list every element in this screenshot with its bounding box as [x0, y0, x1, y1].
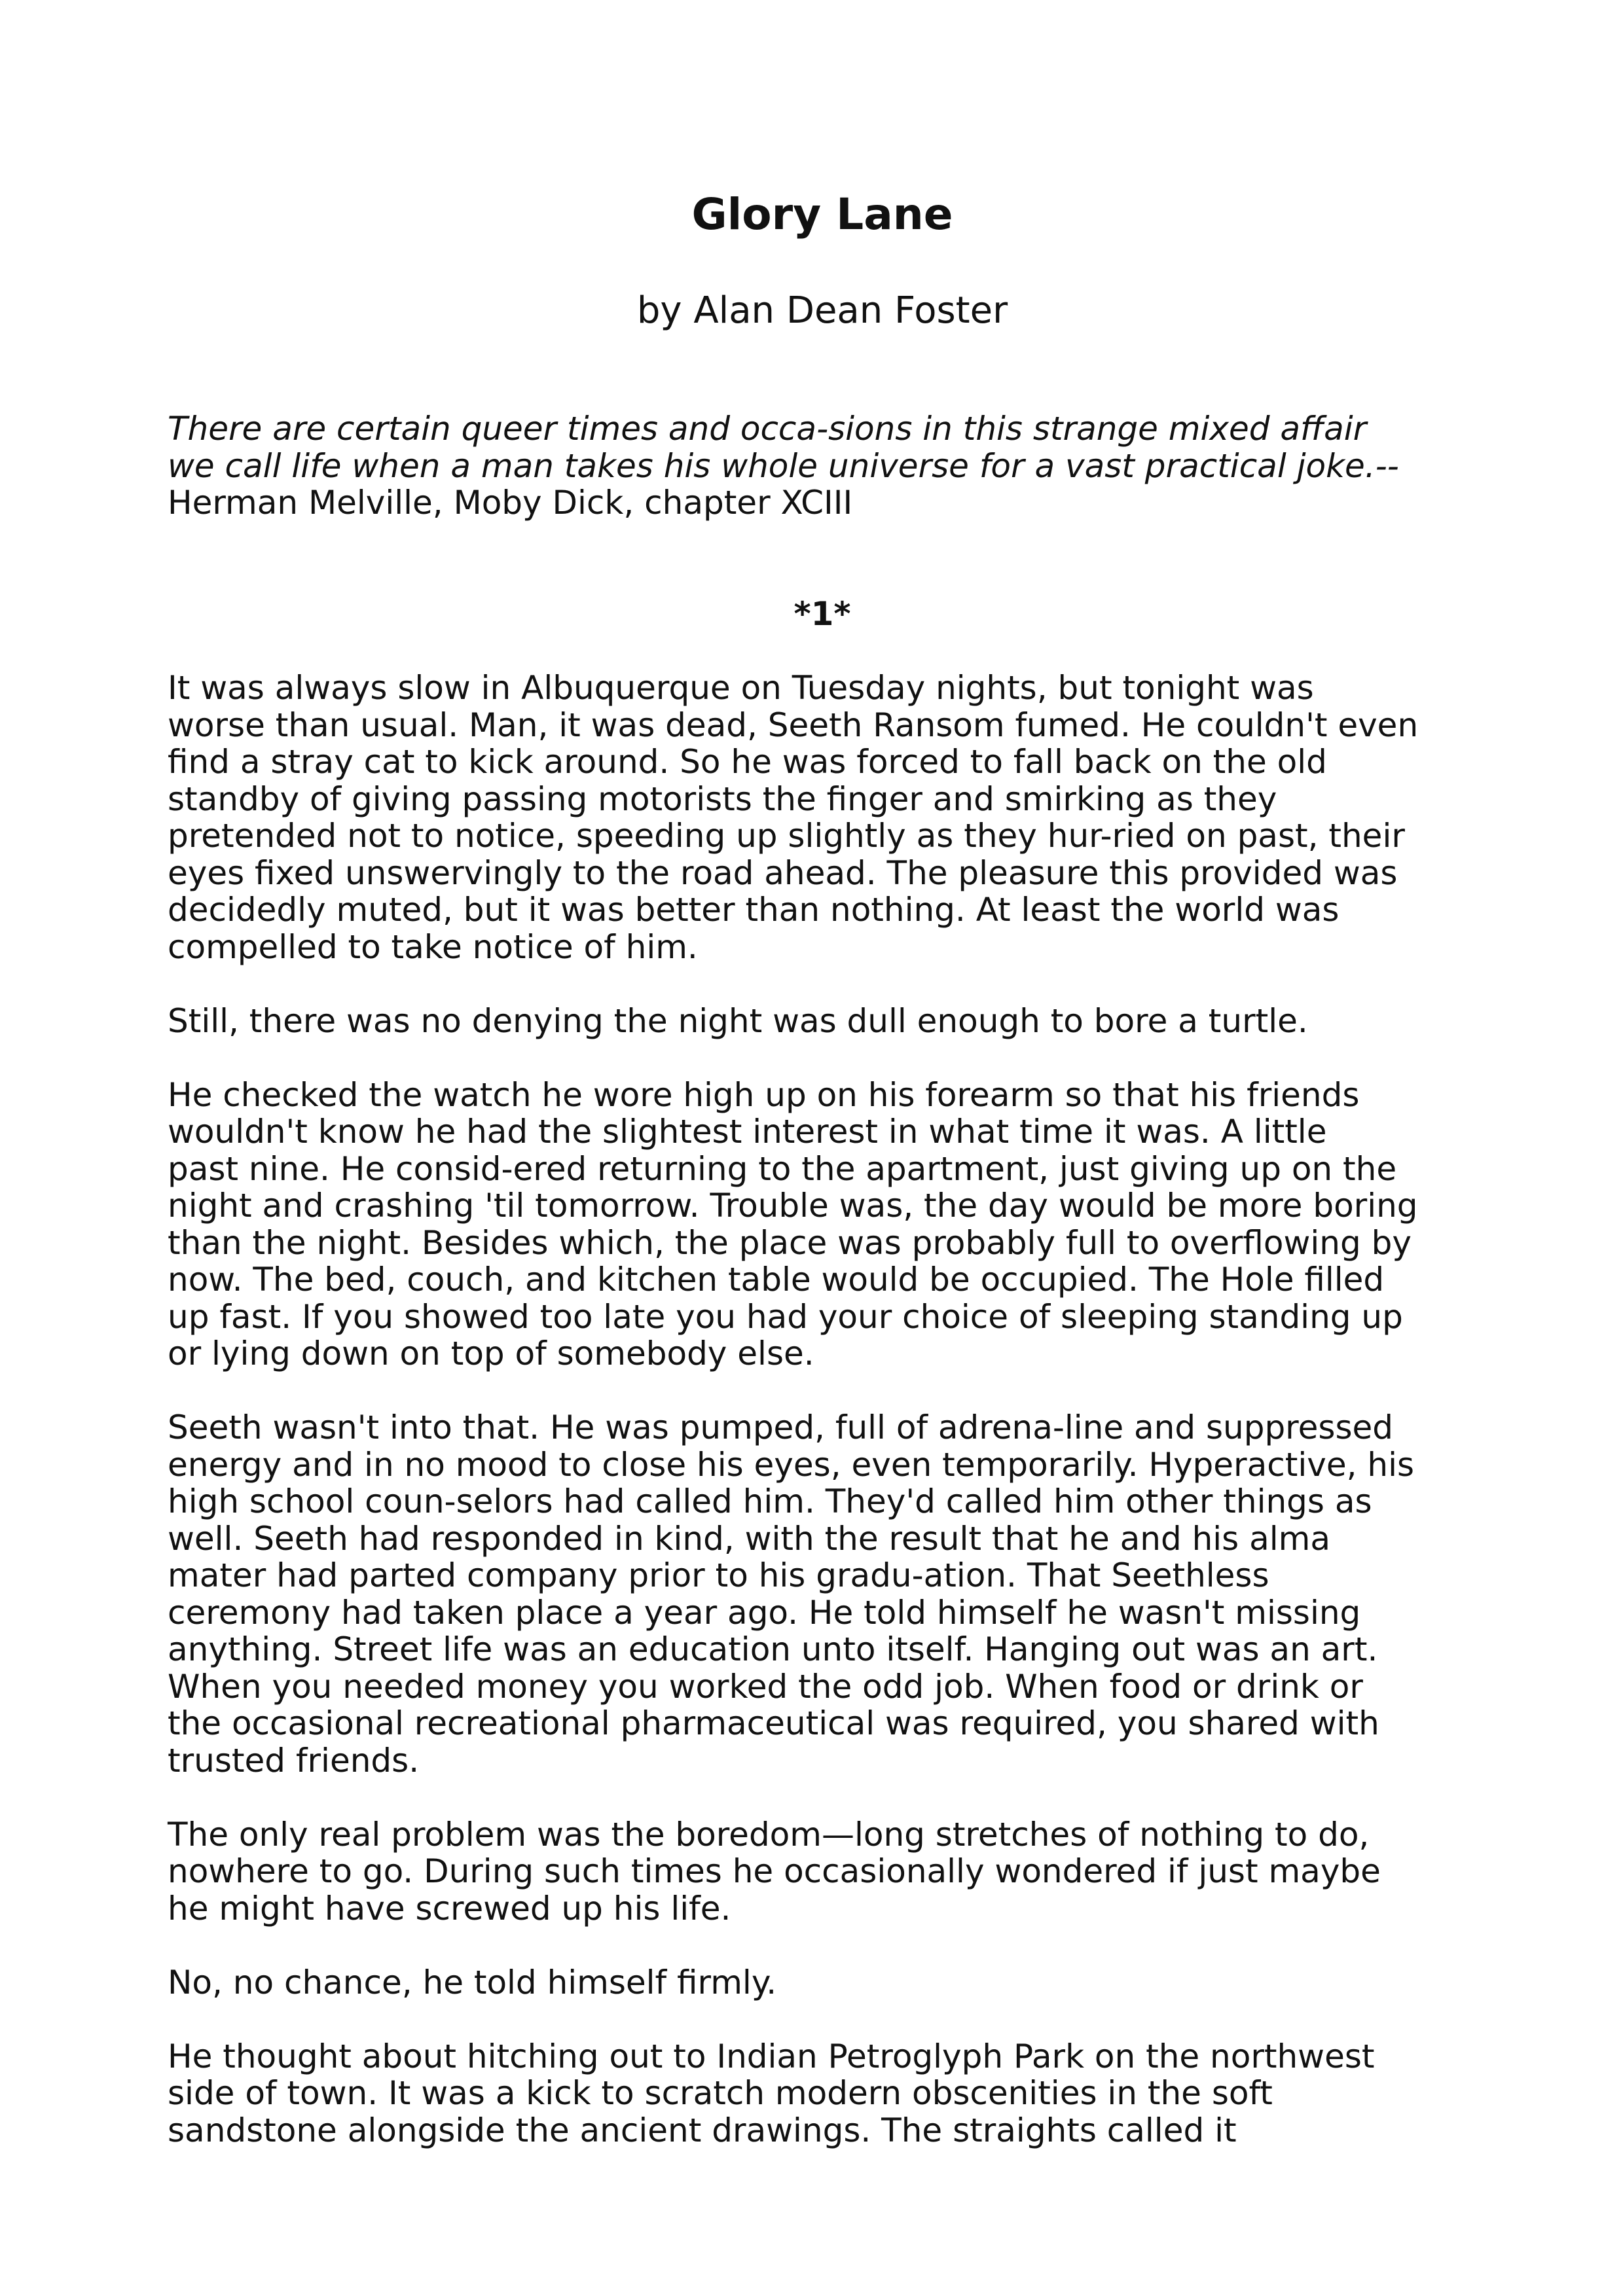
paragraph-line: It was always slow in Albuquerque on Tuesday nights, but tonight was	[168, 669, 1314, 707]
paragraph-line: compelled to take notice of him.	[168, 927, 698, 966]
epigraph	[168, 410, 1477, 522]
book-author: by Alan Dean Foster	[636, 289, 1008, 332]
paragraph-line: ceremony had taken place a year ago. He told himself he wasn't missing	[168, 1593, 1361, 1632]
paragraph-line: the occasional recreational pharmaceutical was required, you shared with	[168, 1704, 1379, 1742]
paragraph	[168, 670, 1477, 965]
paragraph-line: The only real problem was the boredom—long stretches of nothing to do,	[168, 1815, 1370, 1854]
paragraph-line: find a stray cat to kick around. So he was forced to fall back on the old	[168, 743, 1327, 781]
paragraph-line: No, no chance, he told himself firmly.	[168, 1963, 777, 2001]
paragraph-line: anything. Street life was an education unto itself. Hanging out was an art.	[168, 1630, 1378, 1668]
paragraph-line: standby of giving passing motorists the finger and smirking as they	[168, 780, 1277, 818]
paragraph-line: trusted friends.	[168, 1741, 420, 1780]
paragraph	[168, 2038, 1477, 2149]
epigraph-attribution: Herman Melville, Moby Dick, chapter XCIII	[168, 484, 853, 522]
paragraph-line: well. Seeth had responded in kind, with the result that he and his alma	[168, 1519, 1331, 1558]
paragraph	[168, 1816, 1477, 1928]
paragraph	[168, 1003, 1477, 1040]
paragraph-line: eyes fixed unswervingly to the road ahead. The pleasure this provided was	[168, 853, 1398, 892]
paragraph-line: than the night. Besides which, the place was probably full to overflowing by	[168, 1223, 1412, 1262]
paragraph-line: nowhere to go. During such times he occasionally wondered if just maybe	[168, 1852, 1381, 1890]
paragraph-line: pretended not to notice, speeding up slightly as they hur-ried on past, their	[168, 817, 1405, 855]
epigraph-quote-line: There are certain queer times and occa-sions in this strange mixed affair	[168, 410, 1367, 448]
paragraph	[168, 1077, 1477, 1372]
paragraph-line: side of town. It was a kick to scratch modern obscenities in the soft	[168, 2074, 1273, 2112]
paragraph-line: high school coun-selors had called him. They'd called him other things as	[168, 1482, 1372, 1520]
paragraph-line: past nine. He consid-ered returning to the apartment, just giving up on the	[168, 1149, 1397, 1188]
paragraph-line: sandstone alongside the ancient drawings. The straights called it	[168, 2111, 1237, 2149]
paragraph-line: or lying down on top of somebody else.	[168, 1335, 814, 1372]
paragraph-line: night and crashing 'til tomorrow. Trouble was, the day would be more boring	[168, 1187, 1418, 1225]
paragraph-line: wouldn't know he had the slightest interest in what time it was. A little	[168, 1113, 1327, 1151]
chapter-heading: *1*	[793, 595, 851, 633]
paragraph	[168, 1964, 1477, 2001]
epigraph-quote-line: we call life when a man takes his whole universe for a vast practical joke.--	[168, 446, 1399, 485]
paragraph-line: now. The bed, couch, and kitchen table would be occupied. The Hole filled	[168, 1261, 1385, 1299]
paragraph-line: He checked the watch he wore high up on his forearm so that his friends	[168, 1075, 1360, 1114]
paragraph-line: decidedly muted, but it was better than nothing. At least the world was	[168, 891, 1340, 929]
paragraph-line: Still, there was no denying the night was dull enough to bore a turtle.	[168, 1001, 1308, 1040]
paragraph-line: worse than usual. Man, it was dead, Seeth Ransom fumed. He couldn't even	[168, 706, 1419, 744]
paragraph-line: He thought about hitching out to Indian Petroglyph Park on the northwest	[168, 2037, 1375, 2075]
paragraph-line: up fast. If you showed too late you had your choice of sleeping standing up	[168, 1297, 1403, 1336]
book-title: Glory Lane	[691, 189, 953, 240]
paragraph-line: he might have screwed up his life.	[168, 1889, 731, 1928]
body-text	[168, 670, 1477, 2186]
paragraph	[168, 1409, 1477, 1779]
paragraph-line: Seeth wasn't into that. He was pumped, full of adrena-line and suppressed	[168, 1408, 1393, 1446]
paragraph-line: When you needed money you worked the odd job. When food or drink or	[168, 1667, 1363, 1706]
paragraph-line: mater had parted company prior to his gradu-ation. That Seethless	[168, 1556, 1269, 1594]
paragraph-line: energy and in no mood to close his eyes, even temporarily. Hyperactive, his	[168, 1445, 1415, 1484]
